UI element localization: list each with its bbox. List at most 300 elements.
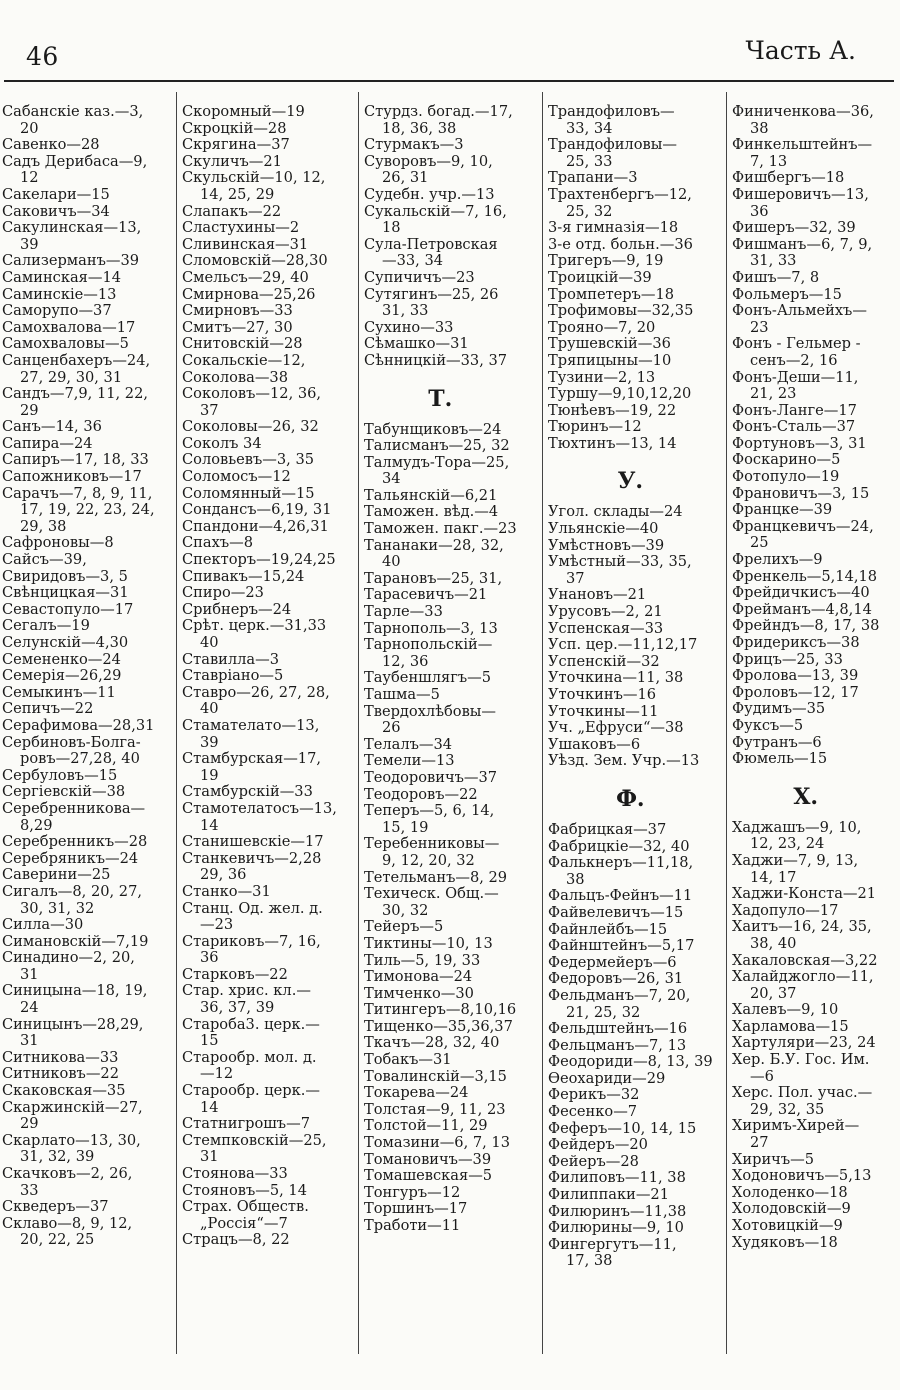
entry-text: Семыкинъ—11 <box>2 683 116 701</box>
index-entry <box>182 253 337 270</box>
entry-text: Трояно—7, 20 <box>548 318 656 336</box>
index-entry <box>182 784 337 801</box>
index-entry <box>182 901 337 934</box>
index-entry <box>182 652 337 669</box>
entry-text: Филюринъ—11,38 <box>548 1202 687 1220</box>
entry-continuation: 30, 32 <box>382 901 429 919</box>
index-entry <box>182 170 337 203</box>
entry-continuation: 39 <box>200 733 219 751</box>
index-entry <box>364 1069 517 1086</box>
index-entry <box>182 1050 337 1083</box>
index-entry <box>548 170 713 187</box>
index-entry <box>548 1104 713 1121</box>
entry-text: Фудимъ—35 <box>732 700 826 718</box>
entry-text: Филюрины—9, 10 <box>548 1219 684 1237</box>
entry-continuation: 33, 34 <box>566 119 613 137</box>
index-entry <box>548 1021 713 1038</box>
index-entry <box>548 386 713 403</box>
index-entry <box>732 1201 879 1218</box>
entry-text: Фельцманъ—7, 13 <box>548 1036 687 1054</box>
entry-text: Ташма—5 <box>364 686 440 703</box>
entry-text: Серебренникова— <box>2 799 146 817</box>
index-entry <box>548 1054 713 1071</box>
index-entry <box>2 569 155 586</box>
entry-text: Скуличъ—21 <box>182 152 282 170</box>
entry-text: Саверини—25 <box>2 866 111 884</box>
entry-continuation: 26 <box>382 719 401 737</box>
index-entry <box>182 452 337 469</box>
entry-continuation: 12, 36 <box>382 652 429 670</box>
entry-continuation: 40 <box>200 700 219 718</box>
index-entry <box>732 969 879 1002</box>
index-entry <box>732 1052 879 1085</box>
index-entry <box>548 403 713 420</box>
entry-text: Фрелихъ—9 <box>732 551 823 569</box>
index-entry <box>364 154 517 187</box>
entry-text: Суворовъ—9, 10, <box>364 152 493 170</box>
entry-text: Сухино—33 <box>364 318 454 336</box>
entry-text: Сакелари—15 <box>2 185 110 203</box>
entry-text: Торшинъ—17 <box>364 1200 468 1218</box>
index-entry <box>548 287 713 304</box>
entry-continuation: 8,29 <box>20 816 53 834</box>
index-entry <box>364 919 517 936</box>
index-entry <box>2 137 155 154</box>
entry-continuation: 29, 36 <box>200 866 247 884</box>
index-entry <box>548 905 713 922</box>
index-entry <box>732 919 879 952</box>
entry-continuation: 31 <box>20 1032 39 1050</box>
index-entry <box>732 853 879 886</box>
index-entry <box>182 502 337 519</box>
entry-continuation: 23 <box>750 318 769 336</box>
index-entry <box>182 834 337 851</box>
entry-text: Стурмакъ—3 <box>364 136 464 154</box>
index-entry <box>548 1237 713 1270</box>
entry-text: Тарле—33 <box>364 603 443 621</box>
index-entry <box>364 704 517 737</box>
index-entry <box>732 635 879 652</box>
entry-text: Тюхтинъ—13, 14 <box>548 434 677 452</box>
index-entry <box>548 737 713 754</box>
entry-text: Туршу—9,10,12,20 <box>548 385 692 403</box>
index-entry <box>732 953 879 970</box>
index-entry <box>732 104 879 137</box>
index-entry <box>2 386 155 419</box>
index-entry <box>364 1118 517 1135</box>
index-entry <box>182 1199 337 1232</box>
index-entry <box>364 1152 517 1169</box>
entry-text: Фортуновъ—3, 31 <box>732 434 867 452</box>
index-entry <box>364 753 517 770</box>
index-entry <box>182 1083 337 1116</box>
index-entry <box>548 587 713 604</box>
index-entry <box>182 602 337 619</box>
entry-continuation: 19 <box>200 766 219 784</box>
index-entry <box>732 336 879 369</box>
entry-continuation: —33, 34 <box>382 252 444 270</box>
entry-text: Сализерманъ—39 <box>2 252 140 270</box>
entry-text: Титингеръ—8,10,16 <box>364 1001 517 1019</box>
entry-text: Уточкины—11 <box>548 702 659 720</box>
entry-continuation: 31 <box>200 1148 219 1166</box>
index-entry <box>548 554 713 587</box>
index-entry <box>548 822 713 839</box>
entry-text: Трофимовы—32,35 <box>548 302 694 320</box>
index-entry <box>364 770 517 787</box>
index-entry <box>548 621 713 638</box>
index-entry <box>732 685 879 702</box>
index-entry <box>732 287 879 304</box>
index-entry <box>182 287 337 304</box>
index-entry <box>2 1083 155 1100</box>
entry-text: Сѣнницкiй—33, 37 <box>364 351 508 369</box>
index-entry <box>2 287 155 304</box>
entry-text: Сапира—24 <box>2 434 93 452</box>
entry-continuation: 29 <box>20 1115 39 1133</box>
index-entry <box>548 1087 713 1104</box>
entry-text: Тананаки—28, 32, <box>364 536 504 554</box>
index-entry <box>548 303 713 320</box>
entry-text: Трушевскiй—36 <box>548 335 671 353</box>
entry-text: Тузини—2, 13 <box>548 368 656 386</box>
index-entry <box>2 353 155 386</box>
entry-continuation: 14, 17 <box>750 868 797 886</box>
entry-text: Умѣстный—33, 35, <box>548 553 692 571</box>
entry-text: Сарачъ—7, 8, 9, 11, <box>2 484 153 502</box>
column-divider <box>542 92 543 1354</box>
entry-continuation: 38 <box>566 870 585 888</box>
entry-text: Талисманъ—25, 32 <box>364 437 510 455</box>
entry-continuation: 12, 23, 24 <box>750 835 825 853</box>
entry-continuation: 31, 32, 39 <box>20 1148 95 1166</box>
entry-text: Фонъ-Ланге—17 <box>732 401 857 419</box>
entry-continuation: 14, 25, 29 <box>200 185 275 203</box>
entry-text: Соломосъ—12 <box>182 468 291 486</box>
entry-text: Францке—39 <box>732 501 833 519</box>
column-divider <box>176 92 177 1354</box>
entry-continuation: 18 <box>382 219 401 237</box>
index-entry <box>182 519 337 536</box>
entry-continuation: 25, 32 <box>566 202 613 220</box>
entry-text: Фрицъ—25, 33 <box>732 650 843 668</box>
entry-text: Фрейманъ—4,8,14 <box>732 600 872 618</box>
entry-text: Финкельштейнъ— <box>732 136 873 154</box>
index-entry <box>732 419 879 436</box>
entry-text: Фоскарино—5 <box>732 451 841 469</box>
entry-text: Фингергутъ—11, <box>548 1235 677 1253</box>
entry-text: Фальцъ-Фейнъ—11 <box>548 887 693 905</box>
index-entry <box>364 422 517 439</box>
index-entry <box>732 602 879 619</box>
entry-text: Теодоровичъ—37 <box>364 768 498 786</box>
index-column-3 <box>364 104 517 1235</box>
index-entry <box>364 237 517 270</box>
index-entry <box>548 1121 713 1138</box>
index-entry <box>182 618 337 651</box>
index-entry <box>2 1166 155 1199</box>
index-entry <box>2 801 155 834</box>
index-entry <box>182 137 337 154</box>
entry-text: Трандофиловы— <box>548 136 677 154</box>
index-entry <box>548 1187 713 1204</box>
index-entry <box>364 320 517 337</box>
index-entry <box>182 303 337 320</box>
index-entry <box>364 1168 517 1185</box>
index-entry <box>2 950 155 983</box>
index-entry <box>732 701 879 718</box>
entry-continuation: 37 <box>200 401 219 419</box>
entry-continuation: 31, 33 <box>750 252 797 270</box>
entry-text: Склаво—8, 9, 12, <box>2 1214 133 1232</box>
entry-text: Халайджогло—11, <box>732 968 874 986</box>
entry-text: Силла—30 <box>2 916 84 934</box>
index-entry <box>2 154 155 187</box>
entry-continuation: 27, 29, 30, 31 <box>20 368 123 386</box>
entry-text: Стамбурскiй—33 <box>182 783 313 801</box>
index-entry <box>548 320 713 337</box>
entry-text: Таубеншлягъ—5 <box>364 669 492 687</box>
entry-text: Угол. склады—24 <box>548 503 683 521</box>
entry-text: Соколова—38 <box>182 368 288 386</box>
entry-text: Файвелевичъ—15 <box>548 903 684 921</box>
index-entry <box>548 888 713 905</box>
index-entry <box>2 270 155 287</box>
index-entry <box>548 104 713 137</box>
entry-text: Унановъ—21 <box>548 586 647 604</box>
entry-text: Старообр. мол. д. <box>182 1048 317 1066</box>
index-entry <box>364 737 517 754</box>
entry-text: Станкевичъ—2,28 <box>182 849 322 867</box>
index-entry <box>732 1235 879 1252</box>
index-entry <box>2 452 155 469</box>
index-entry <box>364 953 517 970</box>
entry-continuation: 26, 31 <box>382 169 429 187</box>
entry-text: Скульскiй—10, 12, <box>182 169 326 187</box>
index-entry <box>732 436 879 453</box>
entry-text: Страх. Обществ. <box>182 1198 309 1216</box>
index-entry <box>732 668 879 685</box>
section-heading: Х. <box>793 783 819 810</box>
entry-text: Трахтенбергъ—12, <box>548 185 692 203</box>
entry-text: Фалькнеръ—11,18, <box>548 854 694 872</box>
index-entry <box>364 1035 517 1052</box>
index-entry <box>364 687 517 704</box>
index-entry <box>182 336 337 353</box>
entry-text: Тюнѣевъ—19, 22 <box>548 401 677 419</box>
entry-continuation: 36 <box>200 949 219 967</box>
index-entry <box>732 270 879 287</box>
index-entry <box>2 436 155 453</box>
index-entry <box>364 137 517 154</box>
entry-text: Феферъ—10, 14, 15 <box>548 1119 697 1137</box>
index-entry <box>364 438 517 455</box>
section-heading: У. <box>617 468 644 495</box>
entry-text: Тарановъ—25, 31, <box>364 569 503 587</box>
index-entry <box>2 320 155 337</box>
index-entry <box>548 687 713 704</box>
index-entry <box>732 170 879 187</box>
index-entry <box>182 967 337 984</box>
entry-continuation: 36, 37, 39 <box>200 999 275 1017</box>
entry-text: Скарлато—13, 30, <box>2 1131 141 1149</box>
index-column-5 <box>732 104 879 1251</box>
index-entry <box>2 535 155 552</box>
entry-continuation: 31 <box>20 965 39 983</box>
index-entry <box>364 986 517 1003</box>
index-entry <box>2 934 155 951</box>
index-entry <box>182 1232 337 1249</box>
entry-continuation: 7, 13 <box>750 152 788 170</box>
index-entry <box>182 104 337 121</box>
index-entry <box>2 469 155 486</box>
entry-text: Тиль—5, 19, 33 <box>364 951 481 969</box>
entry-text: 3-я гимназiя—18 <box>548 219 679 237</box>
index-entry <box>364 936 517 953</box>
index-entry <box>548 336 713 353</box>
entry-text: Тищенко—35,36,37 <box>364 1017 513 1035</box>
index-entry <box>364 1201 517 1218</box>
entry-text: Серебренникъ—28 <box>2 833 148 851</box>
entry-text: Сула-Петровская <box>364 235 498 253</box>
entry-text: Саминскiе—13 <box>2 285 117 303</box>
page-number: 46 <box>26 42 59 71</box>
index-entry <box>182 370 337 387</box>
entry-text: Смирновъ—33 <box>182 302 293 320</box>
entry-continuation: 21, 25, 32 <box>566 1003 641 1021</box>
index-entry <box>2 336 155 353</box>
entry-text: Стоянова—33 <box>182 1165 288 1182</box>
entry-text: Фольмеръ—15 <box>732 285 842 303</box>
index-entry <box>732 1019 879 1036</box>
entry-text: Савенко—28 <box>2 136 100 154</box>
entry-text: Трапани—3 <box>548 169 638 187</box>
entry-text: Сепичъ—22 <box>2 700 94 718</box>
entry-text: Снитовскiй—28 <box>182 335 303 353</box>
entry-text: Халевъ—9, 10 <box>732 1001 839 1019</box>
entry-text: Саморупо—37 <box>2 302 112 320</box>
index-entry <box>548 922 713 939</box>
column-divider <box>358 92 359 1354</box>
index-entry <box>2 917 155 934</box>
entry-text: Селунскiй—4,30 <box>2 634 129 651</box>
index-entry <box>364 621 517 638</box>
index-entry <box>364 336 517 353</box>
entry-continuation: 17, 19, 22, 23, 24, <box>20 501 155 519</box>
entry-continuation: 40 <box>382 553 401 571</box>
entry-text: Фельдштейнъ—16 <box>548 1020 688 1038</box>
entry-text: Хаджи—7, 9, 13, <box>732 851 859 869</box>
index-entry <box>2 735 155 768</box>
entry-text: Теодоровъ—22 <box>364 785 478 803</box>
index-entry <box>2 701 155 718</box>
entry-text: Сапиръ—17, 18, 33 <box>2 451 149 469</box>
entry-text: Тряпицыны—10 <box>548 351 672 369</box>
index-entry <box>548 1071 713 1088</box>
entry-text: Сакулинская—13, <box>2 219 142 237</box>
index-entry <box>732 1218 879 1235</box>
entry-continuation: 15 <box>200 1032 219 1050</box>
entry-continuation: 40 <box>200 634 219 651</box>
entry-text: Супичичъ—23 <box>364 268 475 286</box>
entry-text: Сукальскiй—7, 16, <box>364 202 507 220</box>
entry-text: Ставро—26, 27, 28, <box>182 683 330 701</box>
entry-text: Фотопуло—19 <box>732 468 840 486</box>
entry-text: Старковъ—22 <box>182 965 288 983</box>
entry-text: Сластухины—2 <box>182 219 300 237</box>
entry-text: Фабрицкiе—32, 40 <box>548 837 690 855</box>
index-entry <box>732 519 879 552</box>
entry-text: Франовичъ—3, 15 <box>732 484 870 502</box>
index-entry <box>732 820 879 853</box>
index-entry <box>548 1154 713 1171</box>
index-entry <box>364 803 517 836</box>
entry-text: Серебряникъ—24 <box>2 849 139 867</box>
index-entry <box>2 867 155 884</box>
entry-text: Тонгуръ—12 <box>364 1183 461 1201</box>
entry-text: Симановскiй—7,19 <box>2 932 149 950</box>
index-entry <box>182 469 337 486</box>
entry-continuation: 25 <box>750 534 769 552</box>
index-entry <box>182 121 337 138</box>
entry-text: Соколовы—26, 32 <box>182 418 319 436</box>
index-entry <box>732 1168 879 1185</box>
index-entry <box>732 1002 879 1019</box>
entry-continuation: 20 <box>20 119 39 137</box>
entry-text: Станишевскiе—17 <box>182 833 324 851</box>
index-entry <box>364 836 517 869</box>
entry-text: Соломянный—15 <box>182 484 315 502</box>
index-entry <box>548 1170 713 1187</box>
index-column-1 <box>2 104 155 1249</box>
entry-continuation: 33 <box>20 1181 39 1199</box>
index-entry <box>364 1052 517 1069</box>
entry-continuation: 29 <box>20 401 39 419</box>
index-entry <box>732 1118 879 1151</box>
entry-text: Скроцкiй—28 <box>182 119 287 137</box>
index-entry <box>364 571 517 588</box>
entry-text: Талмудъ-Тора—25, <box>364 453 510 471</box>
entry-text: Хадопуло—17 <box>732 901 839 919</box>
header-rule <box>4 80 894 82</box>
index-entry <box>364 488 517 505</box>
index-entry <box>182 851 337 884</box>
entry-text: Станц. Од. жел. д. <box>182 899 323 917</box>
entry-continuation: —6 <box>750 1067 774 1085</box>
entry-text: Севастопуло—17 <box>2 600 134 618</box>
entry-text: Саминская—14 <box>2 268 122 286</box>
entry-text: Свѣнцицкая—31 <box>2 584 129 602</box>
entry-text: Спиро—23 <box>182 584 264 602</box>
column-divider <box>726 92 727 1354</box>
entry-text: Сапожниковъ—17 <box>2 468 142 486</box>
index-entry <box>364 270 517 287</box>
entry-text: Успенскiй—32 <box>548 652 660 670</box>
entry-text: Троицкiй—39 <box>548 268 652 286</box>
entry-text: Ферикъ—32 <box>548 1086 640 1104</box>
entry-text: Сломовскiй—28,30 <box>182 252 328 270</box>
entry-continuation: 31, 33 <box>382 302 429 320</box>
entry-text: Таможен. пакг.—23 <box>364 520 517 538</box>
entry-text: Смирнова—25,26 <box>182 285 316 303</box>
entry-text: Срѣт. церк.—31,33 <box>182 617 327 635</box>
entry-continuation: 25, 33 <box>566 152 613 170</box>
index-entry <box>732 618 879 635</box>
entry-text: Теперъ—5, 6, 14, <box>364 802 495 820</box>
index-entry <box>548 938 713 955</box>
entry-text: Фесенко—7 <box>548 1103 638 1121</box>
index-column-4 <box>548 104 713 1270</box>
